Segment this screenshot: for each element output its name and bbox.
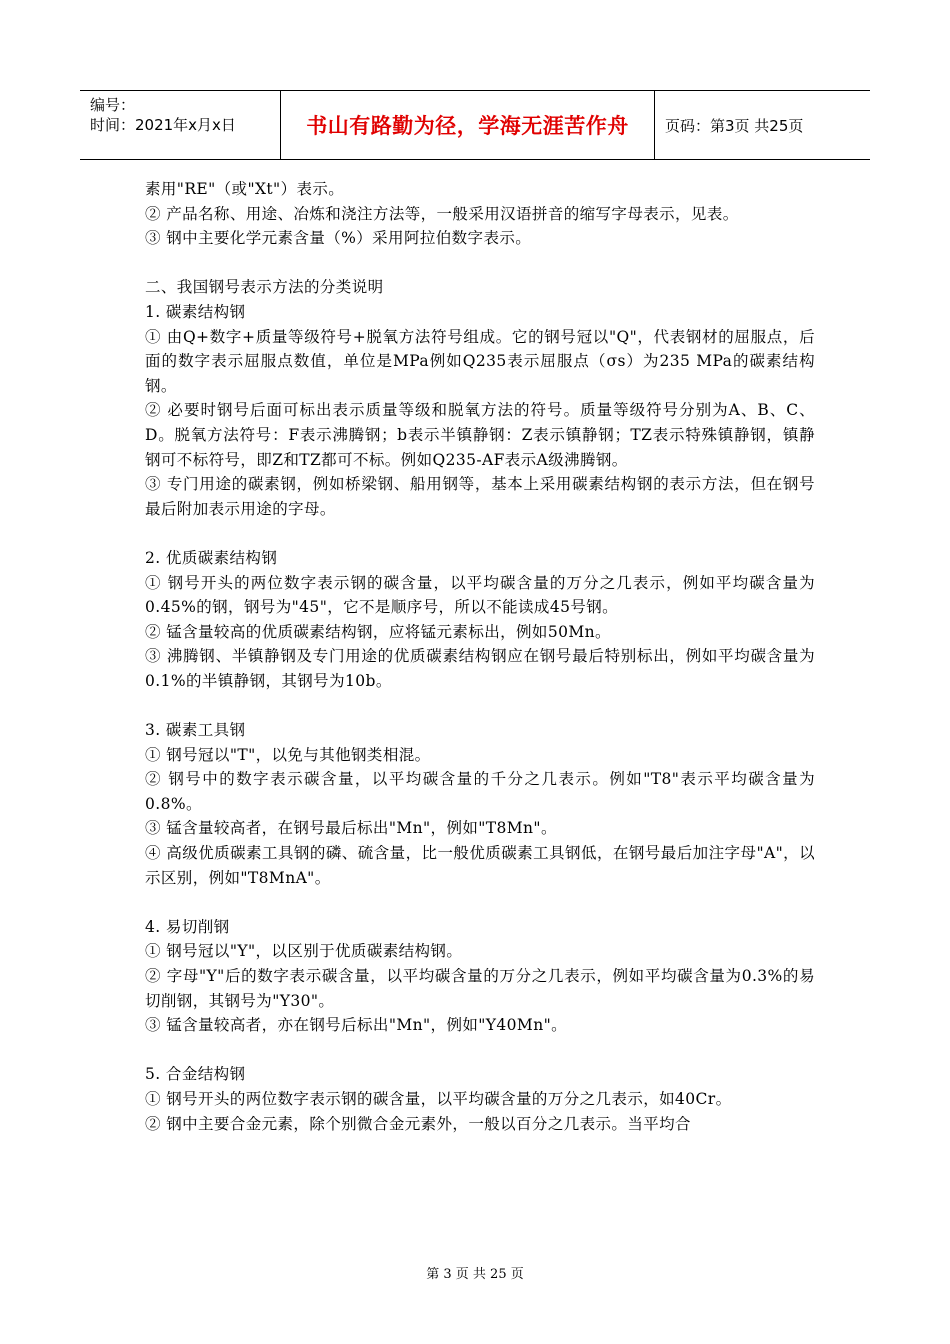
page-footer: 第 3 页 共 25 页 (426, 1267, 524, 1282)
subsection-heading: 5. 合金结构钢 (145, 1065, 246, 1084)
paragraph: 素用"RE"（或"Xt"）表示。 (145, 180, 345, 198)
paragraph: ② 字母"Y"后的数字表示碳含量，以平均碳含量的万分之几表示，例如平均碳含量为0.3%的易切削钢，其钢号为"Y30"。 (145, 967, 815, 1010)
paragraph: ③ 钢中主要化学元素含量（%）采用阿拉伯数字表示。 (145, 229, 532, 248)
paragraph: ① 钢号冠以"T"，以免与其他钢类相混。 (145, 745, 431, 764)
paragraph: ① 钢号冠以"Y"，以区别于优质碳素结构钢。 (145, 942, 463, 961)
paragraph: ② 锰含量较高的优质碳素结构钢，应将锰元素标出，例如50Mn。 (145, 622, 611, 641)
time-label: 时间：2021年x月x日 (90, 116, 236, 134)
paragraph: ③ 锰含量较高者，亦在钢号后标出"Mn"，例如"Y40Mn"。 (145, 1016, 568, 1035)
paragraph: ④ 高级优质碳素工具钢的磷、硫含量，比一般优质碳素工具钢低，在钢号最后加注字母"A"，以示区别，例如"T8MnA"。 (145, 844, 815, 887)
paragraph: ② 钢中主要合金元素，除个别微合金元素外，一般以百分之几表示。当平均合 (145, 1114, 691, 1133)
page-header (80, 90, 870, 160)
paragraph: ③ 沸腾钢、半镇静钢及专门用途的优质碳素结构钢应在钢号最后特别标出，例如平均碳含量为0.1%的半镇静钢，其钢号为10b。 (145, 647, 815, 690)
subsection-heading: 4. 易切削钢 (145, 917, 230, 936)
document-body (145, 177, 815, 1136)
paragraph: ② 必要时钢号后面可标出表示质量等级和脱氧方法的符号。质量等级符号分别为A、B、C、D。脱氧方法符号：F表示沸腾钢；b表示半镇静钢：Z表示镇静钢；TZ表示特殊镇静钢，镇静钢可不标符号，即Z和TZ都可不标。例如Q235-AF表示A级沸腾钢。 (145, 401, 815, 469)
paragraph: ① 由Q+数字+质量等级符号+脱氧方法符号组成。它的钢号冠以"Q"，代表钢材的屈服点，后面的数字表示屈服点数值，单位是MPa例如Q235表示屈服点（σs）为235 MPa的碳素结构钢。 (145, 327, 815, 395)
header-meta (80, 91, 281, 159)
paragraph: ① 钢号开头的两位数字表示钢的碳含量，以平均碳含量的万分之几表示，如40Cr。 (145, 1089, 732, 1108)
subsection-heading: 2. 优质碳素结构钢 (145, 548, 278, 567)
serial-label: 编号： (90, 96, 136, 114)
paragraph: ③ 专门用途的碳素钢，例如桥梁钢、船用钢等，基本上采用碳素结构钢的表示方法，但在钢号最后附加表示用途的字母。 (145, 475, 815, 518)
header-motto: 书山有路勤为径，学海无涯苦作舟 (281, 91, 655, 159)
paragraph: ② 钢号中的数字表示碳含量，以平均碳含量的千分之几表示。例如"T8"表示平均碳含量为0.8%。 (145, 770, 815, 813)
paragraph: ① 钢号开头的两位数字表示钢的碳含量，以平均碳含量的万分之几表示，例如平均碳含量为0.45%的钢，钢号为"45"，它不是顺序号，所以不能读成45号钢。 (145, 573, 815, 617)
subsection-heading: 3. 碳素工具钢 (145, 721, 246, 740)
subsection-heading: 1. 碳素结构钢 (145, 302, 246, 321)
section-heading: 二、我国钢号表示方法的分类说明 (145, 278, 384, 297)
paragraph: ② 产品名称、用途、冶炼和浇注方法等，一般采用汉语拼音的缩写字母表示，见表。 (145, 204, 739, 223)
paragraph: ③ 锰含量较高者，在钢号最后标出"Mn"，例如"T8Mn"。 (145, 819, 557, 838)
header-page-number: 页码：第3页 共25页 (665, 116, 804, 135)
